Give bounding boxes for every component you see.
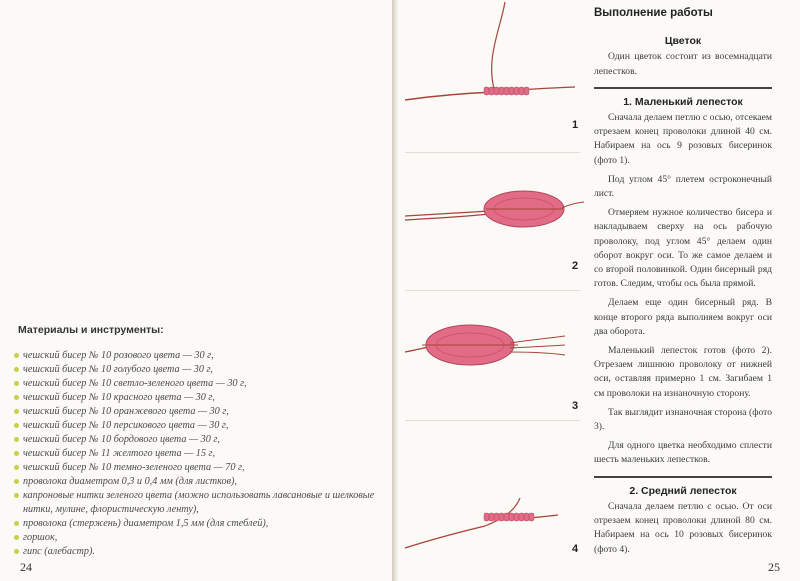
section-flower-title: Цветок — [664, 35, 702, 48]
instructions-column — [594, 4, 772, 562]
medium-petal-text — [594, 500, 772, 557]
material-item: чешский бисер № 10 голубого цвета — 30 г, — [14, 363, 384, 377]
material-item: чешский бисер № 10 светло-зеленого цвета — 30 г, — [14, 377, 384, 391]
instruction-paragraph: Маленький лепесток готов (фото 2). Отрезаем лишнюю проволоку от нижней оси, оставляя примерно 1 см. Загибаем 1 см проволоки на изнаночную сторону. — [594, 345, 772, 399]
photo-divider — [405, 420, 580, 421]
page-number-right: 25 — [768, 560, 780, 574]
material-item: чешский бисер № 10 красного цвета — 30 г, — [14, 391, 384, 405]
page-heading: Выполнение работы — [594, 7, 713, 19]
material-item: чешский бисер № 11 желтого цвета — 15 г, — [14, 447, 384, 461]
instruction-paragraph: Так выглядит изнаночная сторона (фото 3). — [594, 406, 772, 433]
material-item: горшок, — [14, 531, 384, 545]
section-small-petal-title: 1. Маленький лепесток — [623, 95, 743, 108]
left-page — [0, 0, 392, 581]
material-item: чешский бисер № 10 персикового цвета — 30 г, — [14, 419, 384, 433]
page-number-left: 24 — [20, 560, 32, 574]
photo-2-small-petal — [405, 191, 584, 227]
material-item: чешский бисер № 10 бордового цвета — 30 г, — [14, 433, 384, 447]
photo-number-4: 4 — [572, 543, 579, 555]
material-item: проволока диаметром 0,3 и 0,4 мм (для листков), — [14, 475, 384, 489]
instruction-paragraph: Сначала делаем петлю с осью, отсекаем отрезаем конец проволоки длиной 40 см. Набираем на ось 9 розовых бисеринок (фото 1). — [594, 112, 772, 166]
photo-number-3: 3 — [572, 400, 579, 412]
material-item: капроновые нитки зеленого цвета (можно использовать лавсановые и шелковые нитки, мулине, флористическую ленту), — [14, 489, 384, 517]
materials-list — [14, 349, 384, 559]
section-rule — [594, 87, 772, 89]
photo-number-1: 1 — [572, 119, 579, 131]
instruction-paragraph: Для одного цветка необходимо сплести шесть маленьких лепестков. — [594, 440, 772, 466]
material-item: гипс (алебастр). — [14, 545, 384, 559]
photo-4-beaded-wire — [405, 498, 558, 548]
material-item: проволока (стержень) диаметром 1,5 мм (для стеблей), — [14, 517, 384, 531]
section-rule — [594, 476, 772, 478]
materials-title: Материалы и инструменты: — [18, 324, 164, 336]
photo-divider — [405, 290, 580, 291]
small-petal-text — [594, 111, 772, 468]
photo-divider — [405, 152, 580, 153]
photo-3-reverse-side — [405, 325, 565, 365]
material-item: чешский бисер № 10 розового цвета — 30 г, — [14, 349, 384, 363]
instruction-paragraph: Сначала делаем петлю с осью. От оси отрезаем конец проволоки длиной 80 см. Набираем на ось 10 розовых бисеринок (фото 4). — [594, 500, 772, 555]
instruction-paragraph: Делаем еще один бисерный ряд. В конце второго ряда выполняем вокруг оси два оборота. — [594, 297, 772, 337]
flower-intro: Один цветок состоит из восемнадцати лепестков. — [594, 51, 772, 77]
photo-1-beaded-wire — [405, 2, 575, 100]
photo-number-2: 2 — [572, 260, 579, 272]
material-item: чешский бисер № 10 темно-зеленого цвета — 70 г, — [14, 461, 384, 475]
material-item: чешский бисер № 10 оранжевого цвета — 30 г, — [14, 405, 384, 419]
instruction-paragraph: Отмеряем нужное количество бисера и накладываем сверху на ось рабочую проволоку, под углом 45° делаем один оборот вокруг оси. То же самое делаем и со второй половинкой. Один бисерный ряд готов. Следим, чтобы ось была прямой. — [594, 207, 772, 290]
section-medium-petal-title: 2. Средний лепесток — [629, 484, 737, 497]
instruction-paragraph: Под углом 45° плетем остроконечный лист. — [594, 173, 772, 200]
book-gutter — [392, 0, 400, 581]
